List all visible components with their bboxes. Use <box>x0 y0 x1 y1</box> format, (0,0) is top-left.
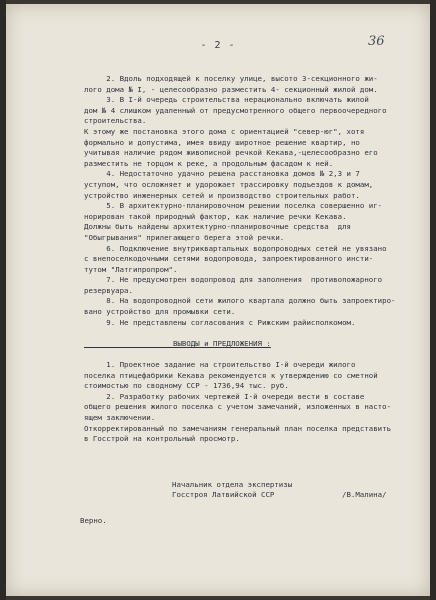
text-line: разместить не торцом к реке, а продольным фасадом к ней. <box>84 158 334 168</box>
text-line: общего решения жилого поселка с учетом замечаний, изложенных в насто- <box>84 402 392 412</box>
document-page <box>6 4 430 596</box>
text-line: тутом "Латгипропром". <box>84 264 178 274</box>
text-line: 3. В I-й очередь строительства нерационально включать жилой <box>84 95 369 105</box>
text-line: 4. Недостаточно удачно решена расстановка домов № 2,3 и 7 <box>84 169 360 179</box>
text-line: К этому же постановка этого дома с ориентацией "север-юг", хотя <box>84 126 365 136</box>
text-line: 8. На водопроводной сети жилого квартала должно быть запроектиро- <box>84 296 396 306</box>
text-line: "Обыгрывания" прилегающего берега этой речки. <box>84 232 285 242</box>
text-line: 2. Разработку рабочих чертежей I-й очереди вести в составе <box>84 391 365 401</box>
text-line: в Госстрой на контрольный просмотр. <box>84 434 240 444</box>
text-line: 2. Вдоль подходящей к поселку улице, высото 3-секционного жи- <box>84 74 378 83</box>
handwritten-page-mark: 36 <box>368 34 385 49</box>
signature-name: /В.Малина/ <box>342 490 387 499</box>
text-line: ящем заключении. <box>84 413 156 422</box>
text-line: формально и допустима, имея ввиду широтное решение квартир, но <box>84 137 360 147</box>
text-line: Откорректированный по замечаниям генеральный план поселка представить <box>84 423 392 433</box>
text-line: Должны быть найдены архитектурно-планировочные средства для <box>84 222 351 232</box>
text-line: уступом, что осложняет и удорожает трассировку подъездов к домам, <box>84 179 374 189</box>
text-line: 1. Проектное задание на строительство I-й очереди жилого <box>84 360 356 370</box>
section-heading: ВЫВОДЫ и ПРЕДЛОЖЕНИЯ : <box>84 338 271 348</box>
scan-border-right <box>430 0 436 600</box>
text-line: учитывая наличие рядом живописной речкой Кекава,-целесообразно его <box>84 148 378 158</box>
signature-position-2: Госстроя Латвийской ССР <box>172 490 275 499</box>
text-line: дом № 4 слишком удаленный от предусмотренного общего первоочередного <box>84 105 387 115</box>
text-line: строительства. <box>84 116 147 126</box>
text-line: лого дома № I, - целесообразно разместить 4- секционный жилой дом. <box>84 84 378 94</box>
text-line: резервуара. <box>84 285 133 295</box>
text-line: 9. Не представлены согласования с Рижским райисполкомом. <box>84 317 356 327</box>
document-body <box>84 74 424 445</box>
signature-position-1: Начальник отдела экспертизы <box>172 480 293 489</box>
text-line <box>84 349 424 360</box>
text-line: стоимостью по сводному ССР - 1736,94 тыс. руб. <box>84 381 289 391</box>
text-line: норирован такой природный фактор, как наличие речки Кекава. <box>84 211 347 221</box>
text-line: 7. Не предусмотрен водопровод для заполнения противопожарного <box>84 275 383 285</box>
text-line: поселка птицефабрики Кекава рекомендуется к утверждению со сметной <box>84 370 378 380</box>
text-line: вано устройство для промывки сети. <box>84 307 236 317</box>
text-line: 5. В архитектурно-планировочном решении поселка совершенно иг- <box>84 201 383 211</box>
text-line: 6. Подключение внутриквартальных водопроводных сетей не увязано <box>84 243 387 253</box>
text-line: устройство инженерных сетей и производство строительных работ. <box>84 190 360 200</box>
page-number: - 2 - <box>200 40 236 51</box>
verno-label: Верно. <box>80 516 107 525</box>
text-line <box>84 328 424 339</box>
text-line: с внепоселкодочными сетями водопровода, запроектированного инсти- <box>84 254 374 264</box>
